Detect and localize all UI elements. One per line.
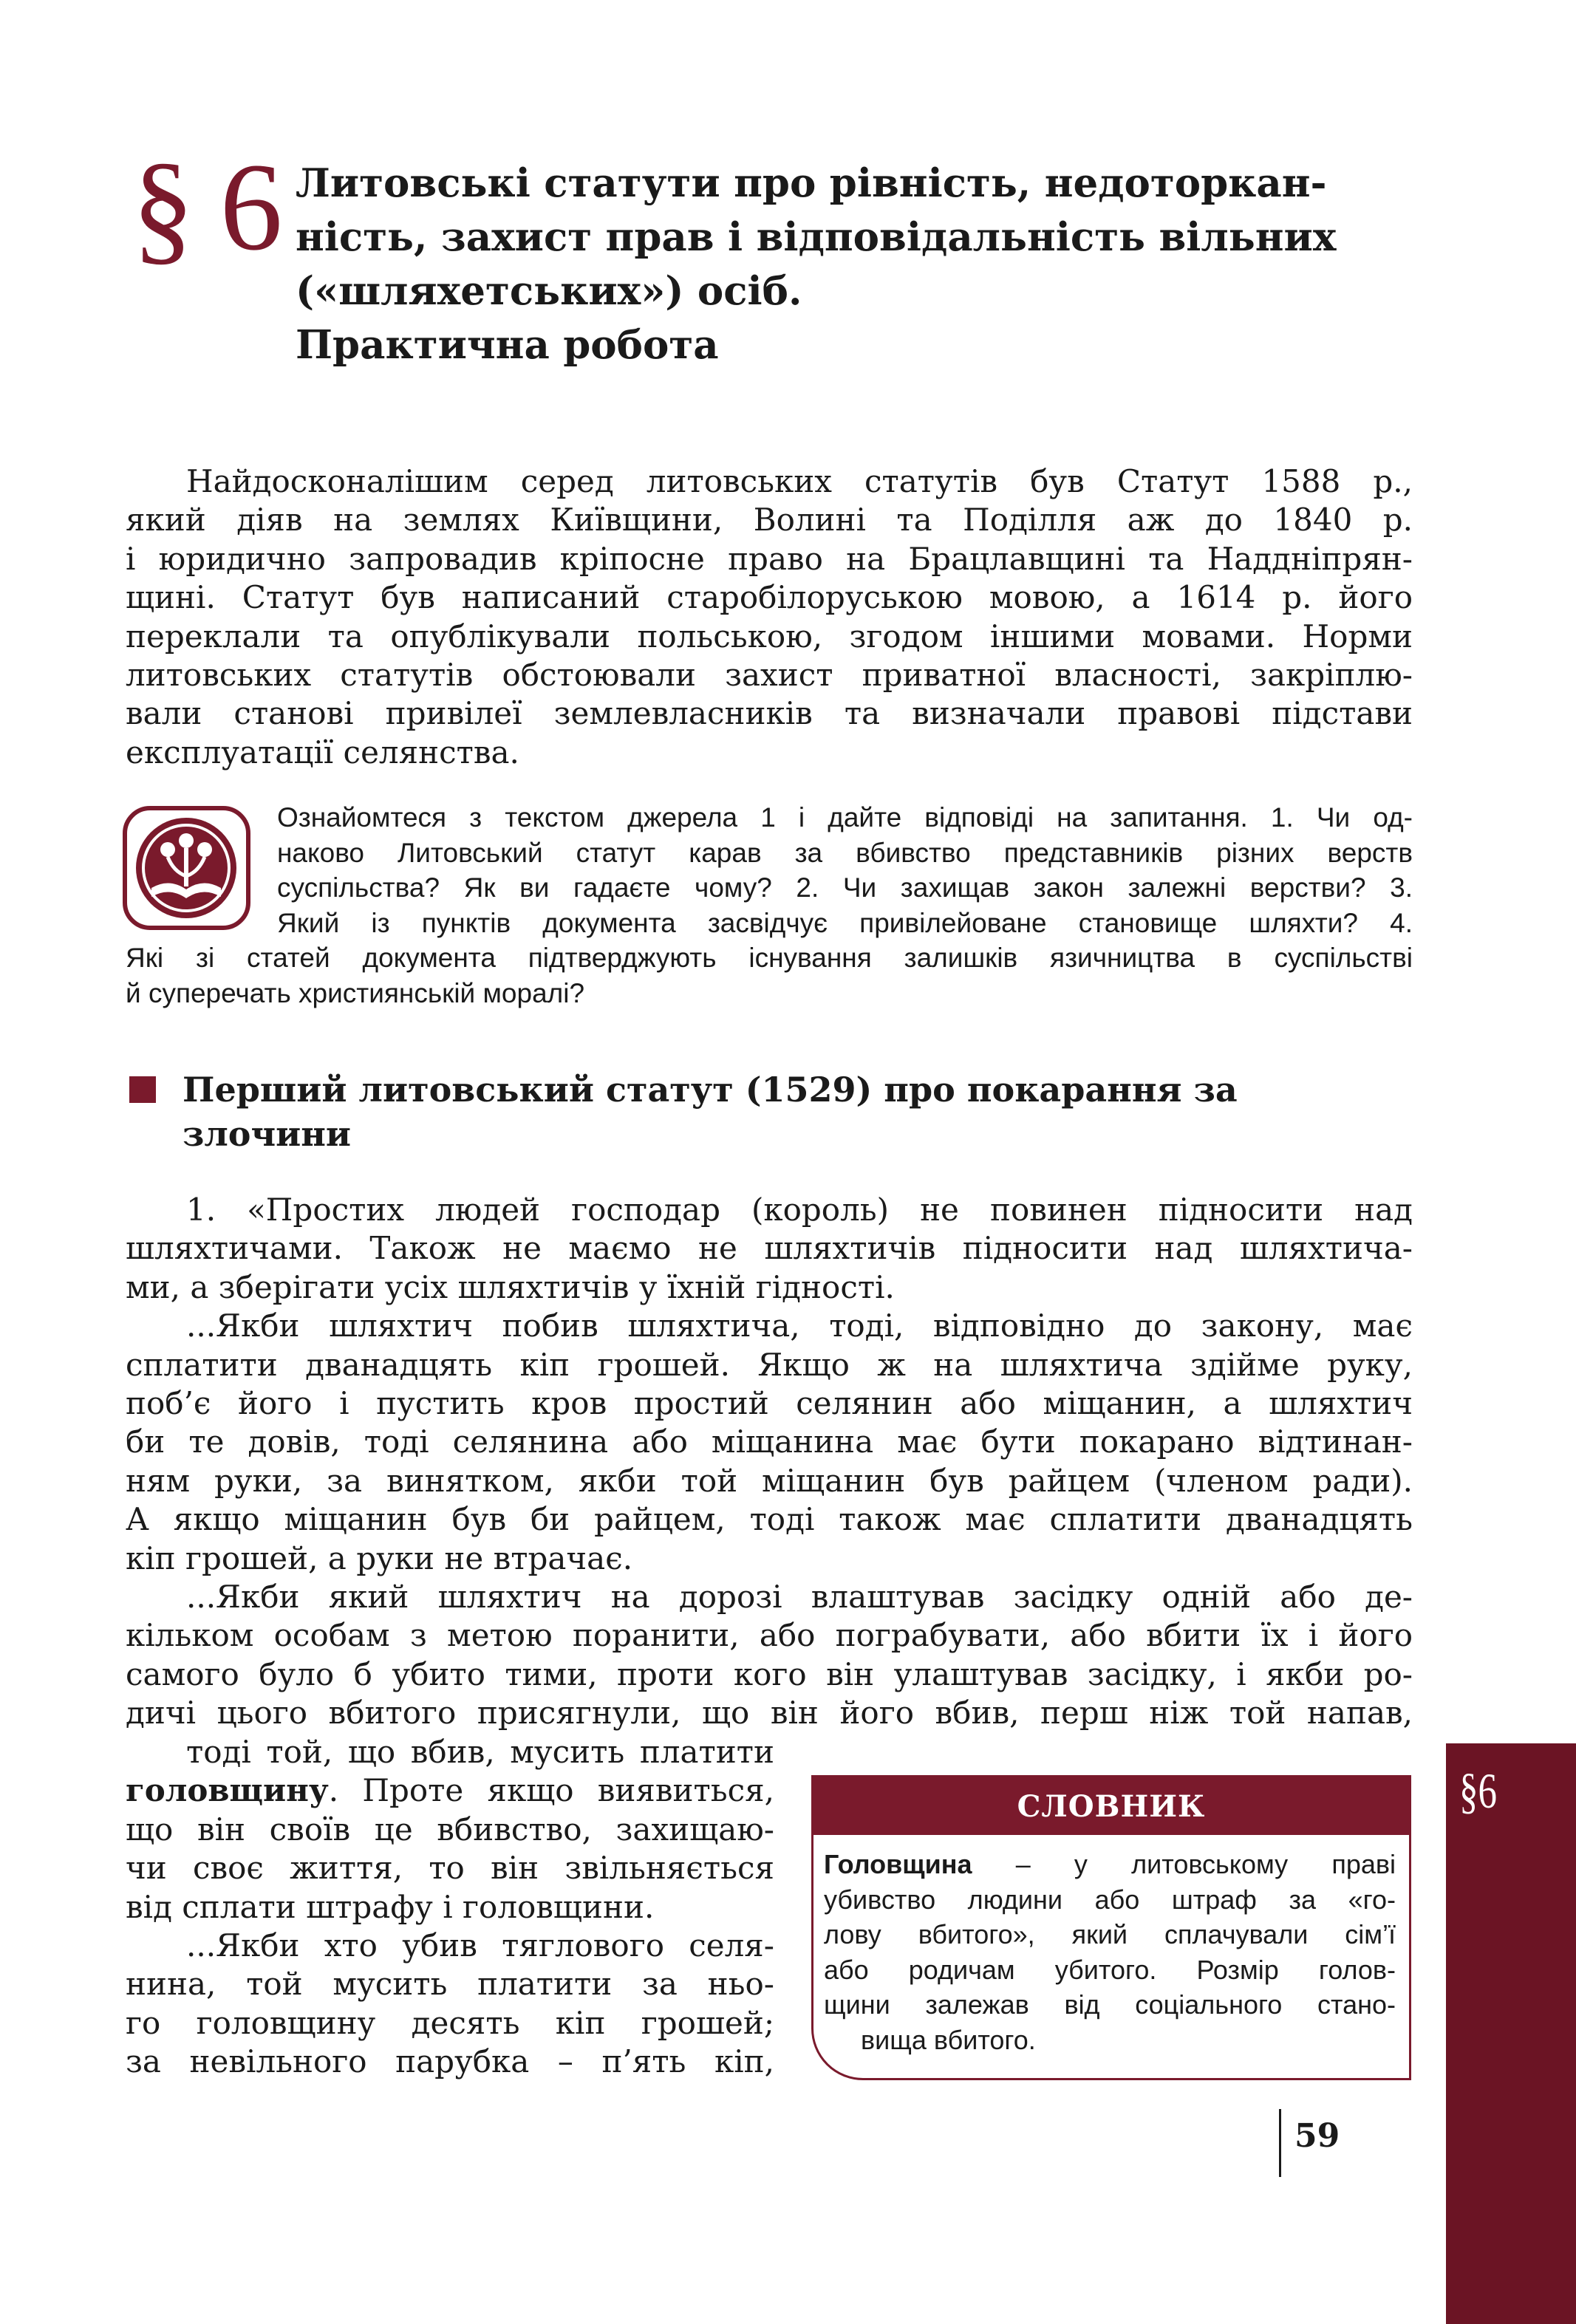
task-line: наково Литовський статут карав за вбивство представників різних верств <box>277 837 1413 868</box>
text-fragment: . Проте якщо виявиться, <box>328 1772 774 1809</box>
text-line: ням руки, за винятком, якби той міщанин був райцем (членом ради). <box>126 1462 1413 1499</box>
dictionary-line: вища вбитого. <box>861 2024 1036 2055</box>
source-text-narrow <box>126 1733 774 2082</box>
task-block <box>126 800 1413 1011</box>
dictionary-header: СЛОВНИК <box>813 1777 1409 1835</box>
text-line: ...Якби який шляхтич на дорозі влаштував засідку одній або де- <box>186 1579 1413 1616</box>
text-line: 1. «Простих людей господар (король) не повинен підносити над <box>186 1192 1413 1228</box>
dictionary-line: або родичам убитого. Розмір голов- <box>824 1954 1396 1985</box>
square-bullet-icon <box>129 1076 156 1103</box>
task-line: Які зі статей документа підтверджують існування залишків язичництва в суспільстві <box>126 943 1413 973</box>
page-number-divider <box>1279 2109 1281 2177</box>
text-line: від сплати штрафу і головщини. <box>126 1888 655 1925</box>
title-line: Литовські статути про рівність, недоторкан- <box>296 160 1327 206</box>
text-line: щині. Статут був написаний старобілоруською мовою, а 1614 р. його <box>126 579 1413 616</box>
text-line: експлуатації селянства. <box>126 734 519 770</box>
text-line: самого було б убито тими, проти кого він улаштував засідку, і якби ро- <box>126 1655 1413 1692</box>
text-line: який діяв на землях Київщини, Волині та Поділля аж до 1840 р. <box>126 502 1413 539</box>
intro-paragraph <box>126 462 1413 772</box>
text-line: го головщину десять кіп грошей; <box>126 2004 774 2041</box>
section-side-tab <box>1446 1743 1576 2324</box>
text-line: ...Якби хто убив тяглового селя- <box>186 1927 774 1964</box>
task-line: Ознайомтеся з текстом джерела 1 і дайте відповіді на запитання. 1. Чи од- <box>277 802 1413 833</box>
dictionary-line: лову вбитого», який сплачували сім’ї <box>824 1919 1396 1949</box>
section-subheading <box>129 1067 1311 1156</box>
section-number: § 6 <box>132 137 280 276</box>
term-headshchyna: головщину <box>126 1772 329 1809</box>
source-text <box>126 1191 1413 1733</box>
text-line: за невільного парубка – п’ять кіп, <box>126 2043 774 2080</box>
text-line: вали станові привілеї землевласників та визначали правові підстави <box>126 695 1413 732</box>
title-line: («шляхетських») осіб. <box>296 268 802 314</box>
text-line: і юридично запровадив кріпосне право на Брацлавщині та Наддніпрян- <box>126 540 1413 577</box>
text-line: ми, а зберігати усіх шляхтичів у їхній гідності. <box>126 1268 895 1305</box>
text-line: шляхтичами. Також не маємо не шляхтичів підносити над шляхтича- <box>126 1230 1413 1267</box>
text-line: що він своїв це вбивство, захищаю- <box>126 1811 774 1848</box>
page-number: 59 <box>1294 2117 1340 2155</box>
text-line: Найдосконалішим серед литовських статутів був Статут 1588 р., <box>186 463 1413 499</box>
text-line: сплатити дванадцять кіп грошей. Якщо ж на шляхтича здійме руку, <box>126 1346 1413 1383</box>
text-line: чи своє життя, то він звільняється <box>126 1850 774 1887</box>
dictionary-line: щини залежав від соціального стано- <box>824 1989 1396 2020</box>
text-line: кільком особам з метою поранити, або пограбувати, або вбити їх і його <box>126 1617 1413 1654</box>
dictionary-term: Головщина <box>824 1849 972 1879</box>
text-fragment: – у литовському праві <box>972 1849 1396 1879</box>
text-line: ...Якби шляхтич побив шляхтича, тоді, відповідно до закону, має <box>186 1308 1413 1344</box>
text-line: поб’є його і пустить кров простий селянин або міщанин, а шляхтич <box>126 1385 1413 1422</box>
subheading-line: Перший литовський статут (1529) про покарання за <box>182 1070 1238 1110</box>
text-line: литовських статутів обстоювали захист приватної власності, закріплю- <box>126 657 1413 694</box>
subheading-line: злочини <box>182 1114 352 1154</box>
title-line: ність, захист прав і відповідальність вільних <box>296 214 1337 260</box>
dictionary-line: убивство людини або штраф за «го- <box>824 1884 1396 1915</box>
task-line: суспільства? Як ви гадаєте чому? 2. Чи захищав закон залежні верстви? 3. <box>277 872 1413 903</box>
text-line: кіп грошей, а руки не втрачає. <box>126 1539 633 1576</box>
dictionary-line <box>824 1847 1396 1882</box>
page-title <box>296 157 1448 372</box>
title-line: Практична робота <box>296 322 719 368</box>
text-line: А якщо міщанин був би райцем, тоді також має сплатити дванадцять <box>126 1501 1413 1538</box>
task-line: Який із пунктів документа засвідчує привілейоване становище шляхти? 4. <box>277 907 1413 938</box>
text-line: тоді той, що вбив, мусить платити <box>186 1734 774 1770</box>
text-line: нина, той мусить платити за ньо- <box>126 1966 774 2003</box>
dictionary-box <box>811 1775 1411 2080</box>
text-line: би те довів, тоді селянина або міщанина має бути покарано відтинан- <box>126 1424 1413 1460</box>
dictionary-body <box>813 1835 1409 2057</box>
task-line: й суперечать християнській моралі? <box>126 977 585 1008</box>
side-tab-label: §6 <box>1459 1763 1497 1819</box>
text-line: переклали та опублікували польською, згодом іншими мовами. Норми <box>126 618 1413 655</box>
text-line <box>126 1771 774 1810</box>
text-line: дичі цього вбитого присягнули, що він його вбив, перш ніж той напав, <box>126 1695 1413 1732</box>
